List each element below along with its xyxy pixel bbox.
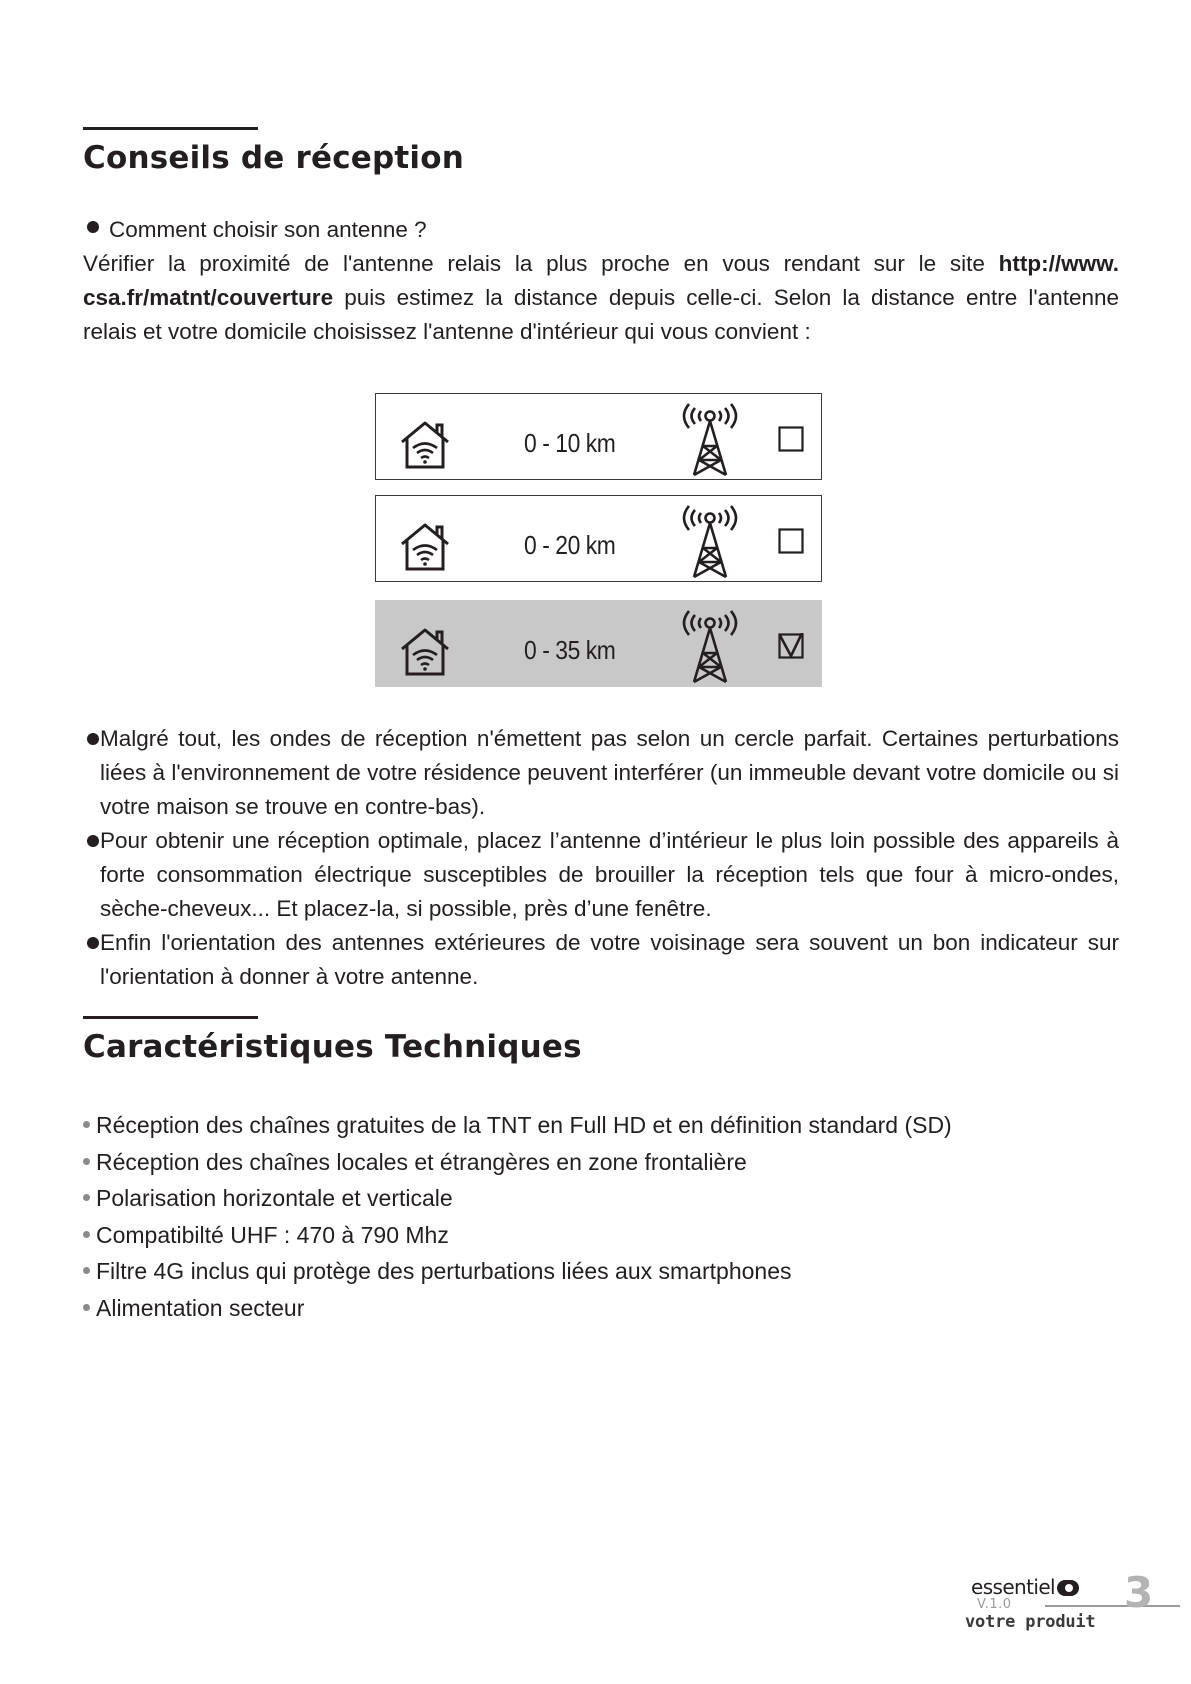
specs-list	[83, 1107, 952, 1326]
intro-text-before: Vérifier la proximité de l'antenne relais la plus proche en vous rendant sur le site	[83, 251, 999, 276]
bullet-dot	[87, 835, 99, 847]
section-title-specs: Caractéristiques Techniques	[83, 1029, 582, 1065]
checkbox-checked-icon[interactable]	[778, 633, 804, 659]
intro-text-after: puis estimez la distance depuis celle-ci. Selon la distance entre l'antenne relais et votre domicile choisissez l'antenne d'intérieur qui vous convient :	[83, 285, 1119, 344]
question-text: Comment choisir son antenne ?	[109, 217, 427, 242]
question-line	[83, 213, 427, 247]
list-item: Réception des chaînes gratuites de la TNT en Full HD et en définition standard (SD)	[83, 1107, 952, 1144]
bullet-dot	[83, 1121, 90, 1128]
range-label: 0 - 10 km	[524, 428, 616, 458]
antenna-tower-icon	[677, 400, 743, 478]
brand-mark-icon	[1057, 1580, 1079, 1596]
list-item: Réception des chaînes locales et étrangères en zone frontalière	[83, 1144, 952, 1181]
checkbox-icon[interactable]	[778, 426, 804, 452]
list-item: Malgré tout, les ondes de réception n'émettent pas selon un cercle parfait. Certaines perturbations liées à l'environnement de votre résidence peuvent interférer (un immeuble devant votre domicile ou si votre maison se trouve en contre-bas).	[83, 722, 1119, 824]
house-wifi-icon	[398, 420, 452, 470]
range-row-35km[interactable]	[375, 600, 822, 687]
house-wifi-icon	[398, 522, 452, 572]
list-item: Compatibilté UHF : 470 à 790 Mhz	[83, 1217, 952, 1254]
bullet-dot	[83, 1304, 90, 1311]
list-item: Filtre 4G inclus qui protège des perturbations liées aux smartphones	[83, 1253, 952, 1290]
tips-list	[83, 722, 1119, 994]
bullet-dot	[83, 1158, 90, 1165]
section-rule-reception	[83, 127, 258, 130]
bullet-dot	[87, 733, 99, 745]
range-row-10km[interactable]	[375, 393, 822, 480]
coverage-link[interactable]: http://www. csa.fr/matnt/couverture	[83, 251, 1119, 310]
list-item: Polarisation horizontale et verticale	[83, 1180, 952, 1217]
list-item: Enfin l'orientation des antennes extérieures de votre voisinage sera souvent un bon indicateur sur l'orientation à donner à votre antenne.	[83, 926, 1119, 994]
house-wifi-icon	[398, 627, 452, 677]
antenna-tower-icon	[677, 607, 743, 685]
bullet-dot	[87, 937, 99, 949]
section-title-reception: Conseils de réception	[83, 140, 465, 176]
bullet-dot	[83, 1231, 90, 1238]
checkbox-icon[interactable]	[778, 528, 804, 554]
range-row-20km[interactable]	[375, 495, 822, 582]
list-item: Pour obtenir une réception optimale, placez l’antenne d’intérieur le plus loin possible des appareils à forte consommation électrique susceptibles de brouiller la réception tels que four à micro-ondes, sèche-cheveux... Et placez-la, si possible, près d’une fenêtre.	[83, 824, 1119, 926]
bullet-dot	[83, 1194, 90, 1201]
antenna-tower-icon	[677, 502, 743, 580]
section-rule-specs	[83, 1016, 258, 1019]
range-label: 0 - 35 km	[524, 635, 616, 665]
intro-paragraph	[83, 247, 1119, 349]
bullet-dot	[87, 221, 99, 233]
bullet-dot	[83, 1267, 90, 1274]
footer-divider	[1045, 1605, 1180, 1607]
section-label: votre produit	[965, 1612, 1096, 1632]
list-item: Alimentation secteur	[83, 1290, 952, 1327]
range-label: 0 - 20 km	[524, 530, 616, 560]
page-number: 3	[1124, 1568, 1154, 1617]
version-label: V.1.0	[977, 1597, 1012, 1612]
brand-logo: essentiel	[971, 1575, 1079, 1599]
